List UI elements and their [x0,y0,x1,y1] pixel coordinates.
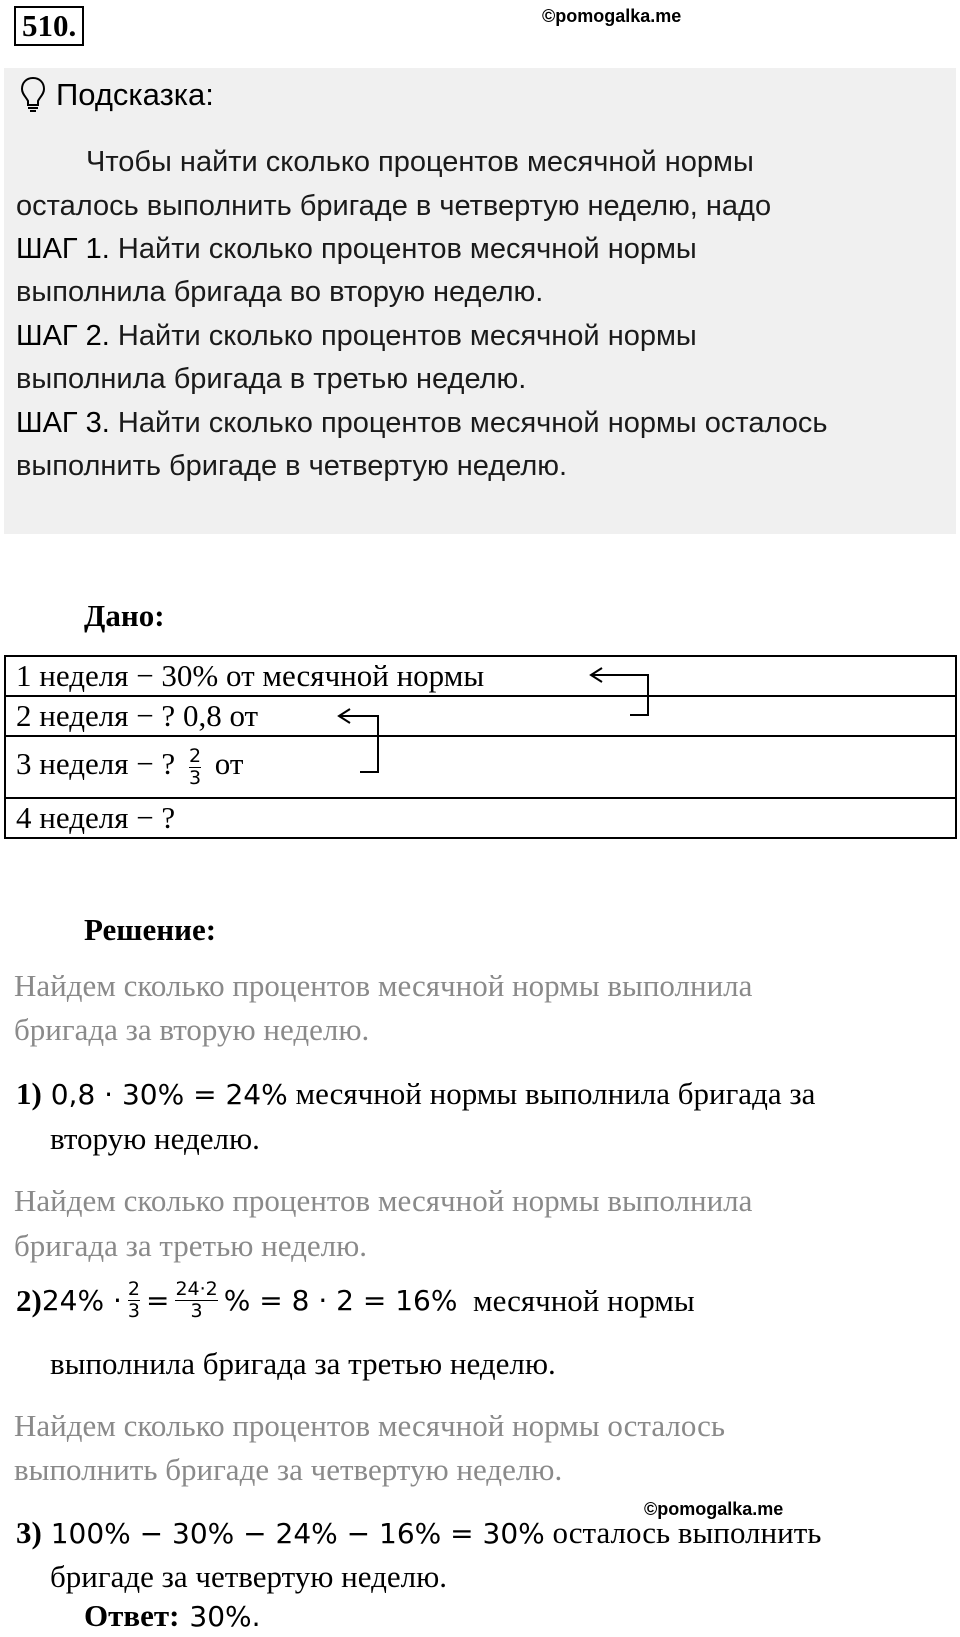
row-value: − ? 0,8 [136,698,222,733]
solution-step-1 [16,1076,815,1112]
step-formula: 24% · [41,1284,122,1317]
row-label: 3 неделя [16,746,137,782]
solution-note: Найдем сколько процентов месячной нормы выполнила [14,1183,753,1218]
step-label: ШАГ 3. [16,407,110,439]
fraction [128,1280,140,1321]
given-title: Дано: [84,598,165,633]
step-formula: % = 8 · 2 = 16% [223,1284,458,1317]
row-tail: от [221,698,259,733]
row-tail: от месячной нормы [218,658,485,693]
answer-value: 30%. [189,1600,261,1633]
fraction-denominator: 3 [188,766,202,789]
step-text: Найти сколько процентов месячной нормы осталось [109,407,828,439]
hint-intro-line: Чтобы найти сколько процентов месячной нормы [86,146,754,178]
solution-step-3-cont: бригаде за четвертую неделю. [50,1559,447,1594]
answer [84,1598,261,1634]
hint-step-3-cont: выполнить бригаде в четвертую неделю. [16,450,568,482]
step-label: ШАГ 2. [16,320,110,352]
fraction-denominator: 3 [127,1300,140,1322]
step-formula: 100% − 30% − 24% − 16% = 30% [41,1517,545,1550]
row-label: 4 неделя [16,800,137,835]
solution-note: Найдем сколько процентов месячной нормы осталось [14,1408,726,1443]
row-value: − 30% [136,658,219,693]
fraction-numerator: 24·2 [175,1278,218,1300]
fraction-numerator: 2 [188,744,202,767]
solution-step-2-cont: выполнила бригада за третью неделю. [50,1346,556,1381]
row-value: − ? [136,800,176,835]
arrow-week3-to-week2 [340,716,378,772]
watermark: ©pomogalka.me [644,1499,784,1519]
solution-note: бригада за третью неделю. [14,1228,368,1263]
problem-number: 510. [14,6,84,46]
step-text: месячной нормы [457,1282,695,1318]
hint-intro-line: осталось выполнить бригаде в четвертую неделю, надо [16,190,772,222]
answer-label: Ответ: [84,1598,180,1633]
row-tail: от [207,746,244,782]
solution-step-1-cont: вторую неделю. [50,1121,260,1156]
fraction [175,1280,217,1321]
step-number: 2) [16,1282,42,1318]
solution-step-2 [16,1280,695,1321]
step-text: Найти сколько процентов месячной нормы [109,233,697,265]
row-value: − ? [136,746,183,782]
hint-step-1-cont: выполнила бригада во вторую неделю. [16,276,544,308]
solution-step-3 [16,1515,821,1551]
step-text: месячной нормы выполнила бригада за [287,1076,816,1111]
step-label: ШАГ 1. [16,233,110,265]
solution-title: Решение: [84,912,217,947]
step-text: Найти сколько процентов месячной нормы [109,320,697,352]
step-number: 1) [16,1076,42,1111]
solution-note: выполнить бригаде за четвертую неделю. [14,1452,563,1487]
row-label: 1 неделя [16,658,137,693]
row-label: 2 неделя [16,698,137,733]
solution-note: бригада за вторую неделю. [14,1012,370,1047]
watermark: ©pomogalka.me [542,6,682,26]
fraction-denominator: 3 [190,1300,203,1322]
step-number: 3) [16,1515,42,1550]
solution-note: Найдем сколько процентов месячной нормы выполнила [14,968,753,1003]
step-formula: 0,8 · 30% = 24% [41,1078,288,1111]
fraction-numerator: 2 [127,1278,140,1300]
step-text: осталось выполнить [544,1515,822,1550]
step-formula: = [145,1284,170,1317]
hint-title: Подсказка: [56,77,214,112]
hint-step-2-cont: выполнила бригада в третью неделю. [16,363,527,395]
